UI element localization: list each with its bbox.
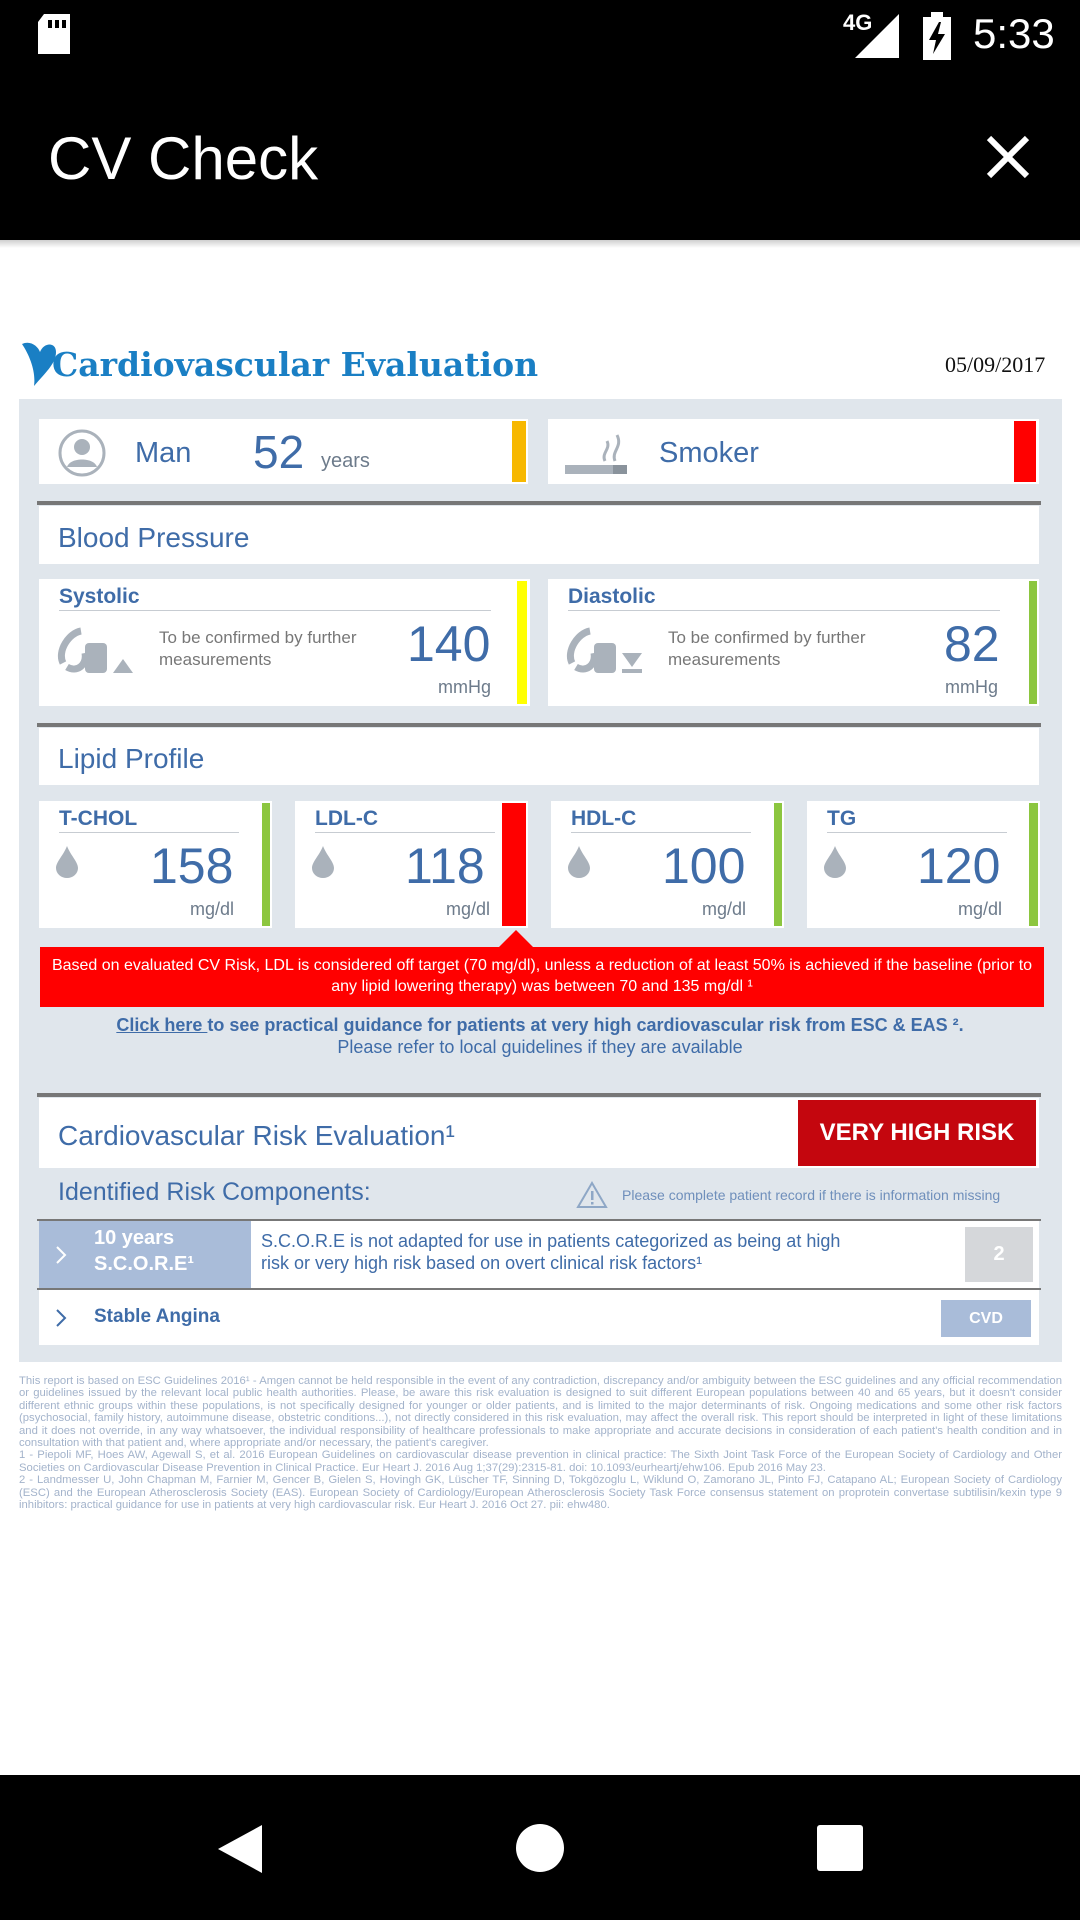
risk-components-title: Identified Risk Components: — [58, 1178, 371, 1206]
sd-card-icon — [36, 14, 72, 56]
blood-pressure-header — [39, 506, 1039, 564]
guidance-block — [40, 1014, 1040, 1058]
divider — [827, 832, 1007, 833]
lipid-label: HDL-C — [571, 807, 637, 830]
cvd-tag: CVD — [941, 1300, 1031, 1337]
score-label-line2: S.C.O.R.E¹ — [94, 1253, 195, 1275]
lipid-label: TG — [827, 807, 857, 830]
lipid-status-bar — [774, 803, 782, 926]
app-bar-shadow — [0, 240, 1080, 248]
patient-age-unit: years — [321, 450, 370, 472]
user-avatar-icon — [58, 429, 106, 477]
missing-info-warning: Please complete patient record if there is information missing — [622, 1187, 1001, 1203]
lipid-value: 118 — [405, 838, 485, 894]
warning-icon — [576, 1181, 608, 1209]
lipid-status-bar — [262, 803, 270, 926]
risk-evaluation-header — [39, 1098, 1039, 1168]
score-row[interactable] — [39, 1221, 1039, 1288]
lipid-unit: mg/dl — [446, 899, 491, 919]
ldl-alert-text: Based on evaluated CV Risk, LDL is considered off target (70 mg/dl), unless a reduction of at least 50% is achieved if the baseline (prior to any lipid lowering therapy) was between 70 and 135 mg/dl ¹ — [51, 957, 1033, 995]
blood-pressure-up-icon — [57, 623, 143, 679]
drop-icon — [568, 846, 590, 878]
lipid-profile-header — [39, 728, 1039, 785]
alert-pointer — [498, 930, 534, 948]
score-description: S.C.O.R.E is not adapted for use in patients categorized as being at high risk or very high risk based on overt clinical risk factors¹ — [261, 1231, 841, 1273]
status-bar — [0, 0, 1080, 72]
blood-pressure-down-icon — [566, 623, 652, 679]
lipid-status-bar — [1029, 803, 1038, 926]
section-divider — [37, 501, 1041, 505]
section-divider — [37, 723, 1041, 727]
score-label-cell — [39, 1221, 251, 1288]
chevron-right-icon — [55, 1245, 67, 1265]
drop-icon — [56, 846, 78, 878]
stable-angina-label: Stable Angina — [94, 1306, 220, 1327]
local-guidelines-note: Please refer to local guidelines if they are available — [337, 1037, 743, 1057]
app-bar — [0, 72, 1080, 240]
reference-2: 2 - Landmesser U, John Chapman M, Farnier M, Gencer B, Gielen S, Hovingh GK, Lüscher TF, Sinning D, Tokgözoglu L, Wiklund O, Zamorano JL, Pinto FJ, Catapano AL; European Society of Cardiology (ESC) and the European Atherosclerosis Society (EAS). European Society of Cardiology/European Atherosclerosis Society Task Force consensus statement on proprotein convertase subtilisin/kexin type 9 inhibitors: practical guidance for use in patients at very high cardiovascular risk. Eur Heart J. 2016 Oct 27. pii: ehw480. — [19, 1474, 1062, 1512]
lipid-card-ldl — [295, 801, 528, 928]
drop-icon — [824, 846, 846, 878]
network-type: 4G — [843, 10, 873, 35]
diastolic-value: 82 — [944, 616, 1000, 672]
clock: 5:33 — [973, 10, 1055, 57]
cigarette-icon — [565, 433, 627, 477]
systolic-card — [39, 579, 530, 706]
lipid-card-tg — [807, 801, 1040, 928]
report-date: 05/09/2017 — [945, 352, 1046, 377]
diastolic-card — [548, 579, 1039, 706]
smoker-label: Smoker — [659, 437, 759, 469]
back-icon[interactable] — [216, 1823, 264, 1875]
lipid-label: LDL-C — [315, 807, 378, 830]
lipid-status-bar — [502, 803, 526, 926]
diastolic-label: Diastolic — [568, 585, 656, 608]
divider — [315, 832, 495, 833]
signal-icon — [855, 14, 901, 58]
stable-angina-row[interactable] — [39, 1290, 1039, 1345]
diastolic-note: To be confirmed by further measurements — [668, 628, 866, 669]
footnotes — [19, 1375, 1062, 1511]
lipid-value: 120 — [917, 838, 1001, 894]
systolic-note: To be confirmed by further measurements — [159, 628, 357, 669]
drop-icon — [312, 846, 334, 878]
recents-icon[interactable] — [817, 1825, 863, 1871]
risk-level-badge: VERY HIGH RISK — [798, 1100, 1036, 1166]
battery-charging-icon — [923, 12, 951, 60]
smoker-risk-indicator — [1014, 421, 1036, 482]
lipid-card-hdl — [551, 801, 784, 928]
lipid-value: 100 — [662, 838, 746, 894]
app-title: CV Check — [48, 125, 319, 192]
patient-gender: Man — [135, 437, 192, 469]
divider — [568, 610, 1000, 611]
smoker-card — [548, 419, 1039, 484]
guidance-text: to see practical guidance for patients at very high cardiovascular risk from ESC & EAS ². — [207, 1015, 964, 1035]
lipid-value: 158 — [150, 838, 234, 894]
lipid-card-tchol — [39, 801, 272, 928]
reference-1: 1 - Piepoli MF, Hoes AW, Agewall S, et al. 2016 European Guidelines on cardiovascular disease prevention in clinical practice: The Sixth Joint Task Force of the European Society of Cardiology and Other Societies on Cardiovascular Disease Prevention in Clinical Practice. Eur Heart J. 2016 Aug 1;37(29):2315-81. doi: 10.1093/eurheartj/ehw106. Epub 2016 May 23. — [19, 1449, 1062, 1474]
patient-age: 52 — [253, 426, 305, 478]
score-value-badge: 2 — [965, 1227, 1033, 1282]
ldl-alert-banner — [40, 947, 1044, 1007]
chevron-right-icon — [55, 1308, 67, 1328]
systolic-status-bar — [517, 581, 527, 704]
diastolic-status-bar — [1029, 581, 1037, 704]
report-title: Cardiovascular Evaluation — [52, 345, 539, 384]
systolic-unit: mmHg — [438, 677, 491, 697]
divider — [59, 832, 239, 833]
section-divider — [37, 1093, 1041, 1097]
home-icon[interactable] — [515, 1823, 565, 1873]
navigation-bar — [0, 1775, 1080, 1920]
systolic-label: Systolic — [59, 585, 140, 608]
close-icon[interactable] — [985, 134, 1031, 180]
patient-card — [39, 419, 528, 484]
lipid-unit: mg/dl — [958, 899, 1003, 919]
lipid-label: T-CHOL — [59, 807, 138, 830]
lipid-unit: mg/dl — [190, 899, 235, 919]
systolic-value: 140 — [407, 616, 491, 672]
risk-evaluation-title: Cardiovascular Risk Evaluation¹ — [58, 1120, 455, 1151]
blood-pressure-title: Blood Pressure — [58, 522, 250, 553]
diastolic-unit: mmHg — [945, 677, 998, 697]
age-risk-indicator — [512, 421, 526, 482]
disclaimer-text: This report is based on ESC Guidelines 2016¹ - Amgen cannot be held responsible in the event of any contradiction, discrepancy and/or ambiguity between the ESC guidelines and any official recommendation or guidelines issued by the relevant local public health authorities. Please, be aware this risk evaluation is designed to suit different European populations between 40 and 65 years, but it doesn't consider different ethnic groups within these populations, is not specifically designed for younger or older patients, and is limited to the major determinants of risk. Ongoing medications and some other risk factors (psychosocial, family history, autoimmune disease, obstetric conditions...), not directly considered in this risk evaluation, may affect the overall risk. This report should be interpreted in light of these limitations and it does not override, in any way whatsoever, the individual responsibility of healthcare professionals to make appropriate and accurate decisions in consideration of each patient's health condition and in consultation with that patient and, where appropriate and/or necessary, the patient's caregiver. — [19, 1375, 1062, 1450]
divider — [59, 610, 491, 611]
lipid-unit: mg/dl — [702, 899, 747, 919]
score-label-line1: 10 years — [94, 1227, 175, 1249]
divider — [571, 832, 751, 833]
lipid-profile-title: Lipid Profile — [58, 743, 205, 774]
click-here-link[interactable]: Click here — [116, 1015, 208, 1035]
